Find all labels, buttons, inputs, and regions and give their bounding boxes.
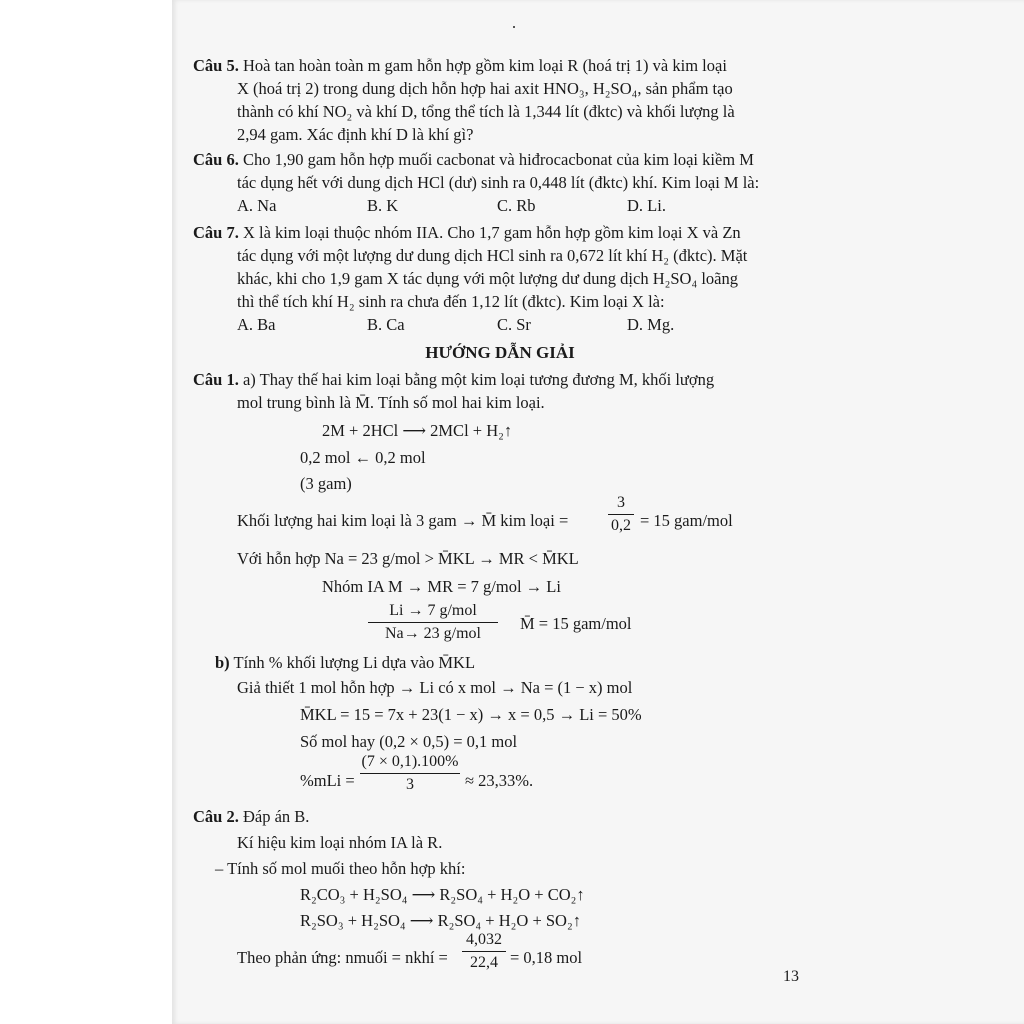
q7-line4: thì thể tích khí H₂ sinh ra chưa đến 1,12 lít (đktc). Kim loại X là: [237,292,665,311]
a1-b2: M̄KL = 15 = 7x + 23(1 − x) → x = 0,5 → Li = 50% [300,705,642,724]
q6-text1: Cho 1,90 gam hỗn hợp muối cacbonat và hiđrocacbonat của kim loại kiềm M [242,150,754,169]
a1-na-line: Với hỗn hợp Na = 23 g/mol > M̄KL → MR < M̄KL [237,549,579,568]
q6-option-a: A. Na [237,196,277,215]
q6-option-d: D. Li. [627,196,666,215]
a1-li-numerator: Li → 7 g/mol [389,602,477,619]
a2-text1: Đáp án B. [242,807,310,826]
q5-line2: X (hoá trị 2) trong dung dịch hỗn hợp hai axit HNO₃, H₂SO₄, sản phẩm tạo [237,79,733,98]
a1-na-denominator: Na→ 23 g/mol [385,625,481,642]
a1-label: Câu 1. [193,370,239,389]
a1-b-line [215,652,475,674]
q7-option-a: A. Ba [237,315,276,334]
a1-mol-line: 0,2 mol ← 0,2 mol [300,448,426,467]
a2-eq1: R₂CO₃ + H₂SO₄ ⟶ R₂SO₄ + H₂O + CO₂↑ [300,885,585,904]
q5-line4: 2,94 gam. Xác định khí D là khí gì? [237,125,474,144]
a1-kl-numerator: 3 [617,494,625,511]
a1-pct-result: ≈ 23,33%. [465,771,534,790]
a1-mbar-result: M̄ = 15 gam/mol [520,614,632,633]
fraction-bar [608,514,634,515]
speck [513,26,515,28]
a2-line1 [193,806,309,828]
a1-kl-result: = 15 gam/mol [640,511,733,530]
a1-pct-numerator: (7 × 0,1).100% [361,753,459,770]
q6-line2: tác dụng hết với dung dịch HCl (dư) sinh ra 0,448 lít (đktc) khí. Kim loại M là: [237,173,760,192]
q6-line1 [193,149,754,171]
fraction-bar [368,622,498,623]
a1-ia-line: Nhóm IA M → MR = 7 g/mol → Li [322,577,561,596]
q7-option-b: B. Ca [367,315,405,334]
q7-label: Câu 7. [193,223,239,242]
a1-kl-denominator: 0,2 [611,517,631,534]
a2-line3: – Tính số mol muối theo hỗn hợp khí: [215,859,466,878]
a1-line1 [193,369,714,391]
q7-option-d: D. Mg. [627,315,675,334]
fraction-bar [462,951,506,952]
q6-option-b: B. K [367,196,399,215]
a1-equation: 2M + 2HCl ⟶ 2MCl + H₂↑ [322,421,513,440]
a1-mass-line: (3 gam) [300,474,352,493]
q5-line3: thành có khí NO₂ và khí D, tổng thể tích là 1,344 lít (đktc) và khối lượng là [237,102,735,121]
q6-label: Câu 6. [193,150,239,169]
fraction-bar [360,773,460,774]
a1-pct-denominator: 3 [406,776,414,793]
a2-theo: Theo phản ứng: nmuối = nkhí = [237,948,448,967]
a2-label: Câu 2. [193,807,239,826]
q7-option-c: C. Sr [497,315,531,334]
q5-line1 [193,55,727,77]
a1-kl-text: Khối lượng hai kim loại là 3 gam → M̄ kim loại = [237,511,569,530]
q7-line1 [193,222,741,244]
q5-label: Câu 5. [193,56,239,75]
q7-line2: tác dụng với một lượng dư dung dịch HCl sinh ra 0,672 lít khí H₂ (đktc). Mặt [237,246,748,265]
a2-n-numerator: 4,032 [466,931,502,948]
a1-pct-lhs: %mLi = [300,771,355,790]
a2-eq2: R₂SO₃ + H₂SO₄ ⟶ R₂SO₄ + H₂O + SO₂↑ [300,911,581,930]
a1-b-label: b) [215,653,230,672]
a2-n-denominator: 22,4 [470,954,498,971]
a1-kl-fraction [608,493,634,536]
a2-n-result: = 0,18 mol [510,948,583,967]
q5-text1: Hoà tan hoàn toàn m gam hỗn hợp gồm kim loại R (hoá trị 1) và kim loại [242,56,727,75]
a1-line2: mol trung bình là M̄. Tính số mol hai kim loại. [237,393,545,412]
a2-n-fraction [462,930,506,973]
a1-b-title: Tính % khối lượng Li dựa vào M̄KL [233,653,476,672]
q6-option-c: C. Rb [497,196,536,215]
a1-pct-fraction [360,752,460,795]
a2-line2: Kí hiệu kim loại nhóm IA là R. [237,833,443,852]
a1-b1: Giả thiết 1 mol hỗn hợp → Li có x mol → Na = (1 − x) mol [237,678,633,697]
a1-b3: Số mol hay (0,2 × 0,5) = 0,1 mol [300,732,518,751]
book-binding [0,0,172,1024]
page-number: 13 [783,968,799,985]
a1-text1: a) Thay thế hai kim loại bằng một kim loại tương đương M, khối lượng [242,370,715,389]
q7-line3: khác, khi cho 1,9 gam X tác dụng với một lượng dư dung dịch H₂SO₄ loãng [237,269,738,288]
solution-heading: HƯỚNG DẪN GIẢI [425,343,575,362]
q7-text1: X là kim loại thuộc nhóm IIA. Cho 1,7 gam hỗn hợp gồm kim loại X và Zn [242,223,741,242]
a1-li-na-fraction [368,601,498,644]
